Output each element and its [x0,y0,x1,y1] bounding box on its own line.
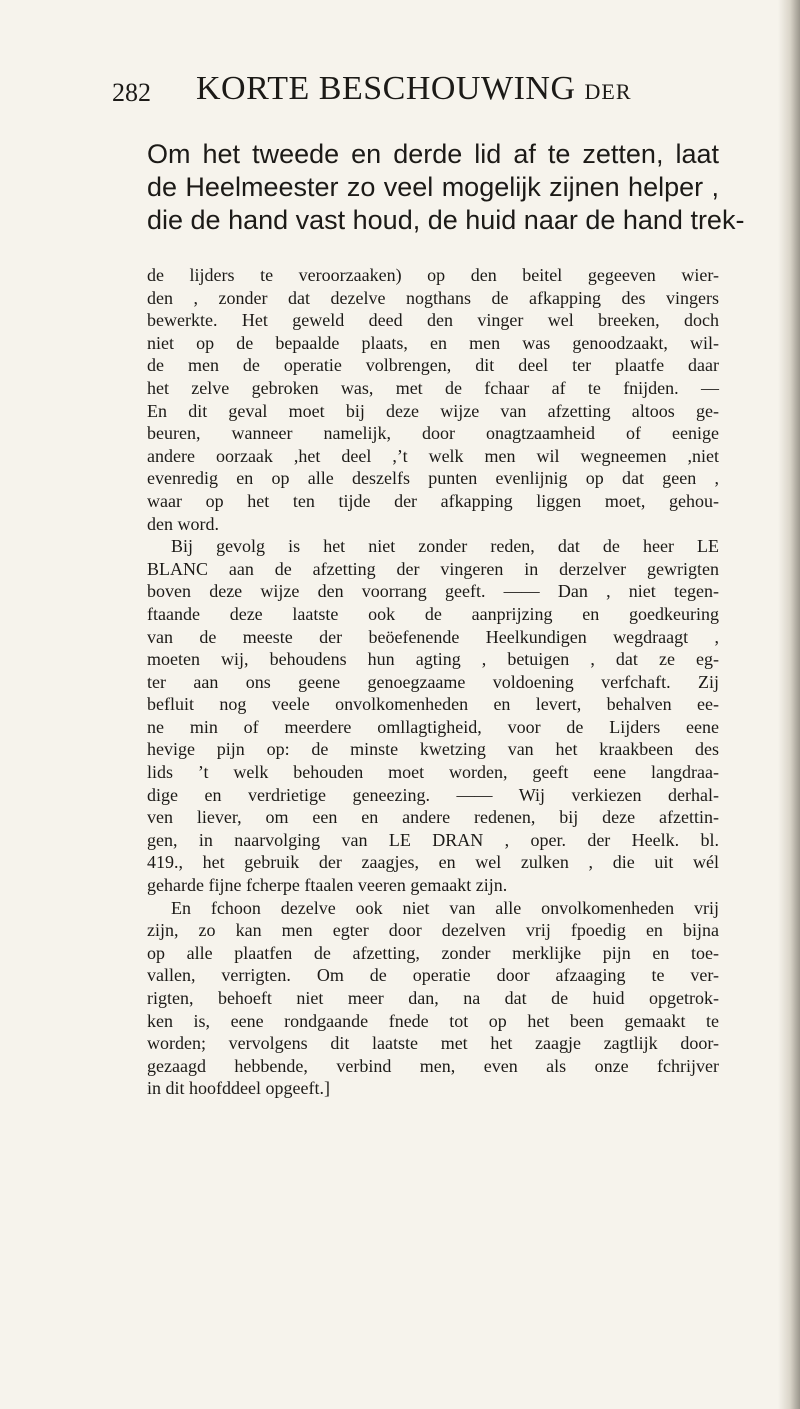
lead-line: Om het tweede en derde lid af te zetten, laat [147,139,719,169]
text-line: worden; vervolgens dit laatste met het zaagje zagtlijk door- [147,1033,719,1054]
body-text [147,264,719,1100]
running-title [196,70,632,108]
text-line: het zelve gebroken was, met de fchaar af te fnijden. — [147,377,719,398]
text-line: ftaande deze laatste ook de aanprijzing en goedkeuring [147,603,719,624]
text-line: En dit geval moet bij deze wijze van afzetting altoos ge- [147,400,719,421]
lead-line: die de hand vast houd, de huid naar de hand trek- [147,205,745,235]
text-line: dige en verdrietige geneezing. —— Wij verkiezen derhal- [147,784,719,805]
text-line: lids ’t welk behouden moet worden, geeft eene langdraa- [147,762,719,783]
text-line: andere oorzaak ,het deel ,’t welk men wil wegneemen ,niet [147,445,719,466]
text-line: gen, in naarvolging van LE DRAN , oper. der Heelk. bl. [147,829,719,850]
text-line: moeten wij, behoudens hun agting , betuigen , dat ze eg- [147,649,719,670]
text-line: ter aan ons geene genoegzaame voldoening verfchaft. Zij [147,671,719,692]
running-title-main: KORTE BESCHOUWING [196,70,576,107]
text-line: de men de operatie volbrengen, dit deel ter plaatfe daar [147,355,719,376]
text-line: op alle plaatfen de afzetting, zonder merklijke pijn en toe- [147,942,719,963]
text-line: boven deze wijze den voorrang geeft. —— Dan , niet tegen- [147,581,719,602]
text-line: En fchoon dezelve ook niet van alle onvolkomenheden vrij [171,897,719,918]
text-line: geharde fijne fcherpe ftaalen veeren gemaakt zijn. [147,875,508,896]
text-line: hevige pijn op: de minste kwetzing van het kraakbeen des [147,739,719,760]
text-line: ne min of meerdere omllagtigheid, voor de Lijders eene [147,716,719,737]
page-edge-shadow [778,0,800,1409]
text-line: de lijders te veroorzaaken) op den beitel gegeeven wier- [147,265,719,285]
lead-line: de Heelmeester zo veel mogelijk zijnen helper , [147,172,719,202]
text-line: rigten, behoeft niet meer dan, na dat de huid opgetrok- [147,988,719,1008]
text-line: vallen, verrigten. Om de operatie door afzaaging te ver- [147,965,719,986]
text-line: van de meeste der beöefenende Heelkundigen wegdraagt , [147,626,719,647]
text-line: bewerkte. Het geweld deed den vinger wel breeken, doch [147,310,719,331]
page-number: 282 [112,78,151,107]
running-title-small: DER [584,79,632,104]
text-line: niet op de bepaalde plaats, en men was genoodzaakt, wil- [147,332,719,353]
text-line: gezaagd hebbende, verbind men, even als onze fchrijver [147,1055,719,1076]
text-line: befluit nog veele onvolkomenheden en levert, behalven ee- [147,694,719,715]
text-line: Bij gevolg is het niet zonder reden, dat de heer LE [171,536,719,557]
text-line: den , zonder dat dezelve nogthans de afkapping des vingers [147,287,719,308]
text-line: 419., het gebruik der zaagjes, en wel zulken , die uit wél [147,852,719,873]
text-line: in dit hoofddeel opgeeft.] [147,1078,330,1099]
text-line: beuren, wanneer namelijk, door onagtzaamheid of eenige [147,423,719,444]
text-line: zijn, zo kan men egter door dezelven vrij fpoedig en bijna [147,920,719,941]
text-line: den word. [147,513,219,534]
text-line: BLANC aan de afzetting der vingeren in derzelver gewrigten [147,558,719,579]
running-header [112,70,732,114]
text-line: ken is, eene rondgaande fnede tot op het been gemaakt te [147,1010,719,1031]
text-line: ven liever, om een en andere redenen, bij deze afzettin- [147,807,719,828]
text-line: evenredig en op alle deszelfs punten evenlijnig op dat geen , [147,468,719,489]
text-line: waar op het ten tijde der afkapping liggen moet, gehou- [147,490,719,511]
lead-paragraph [147,138,745,237]
